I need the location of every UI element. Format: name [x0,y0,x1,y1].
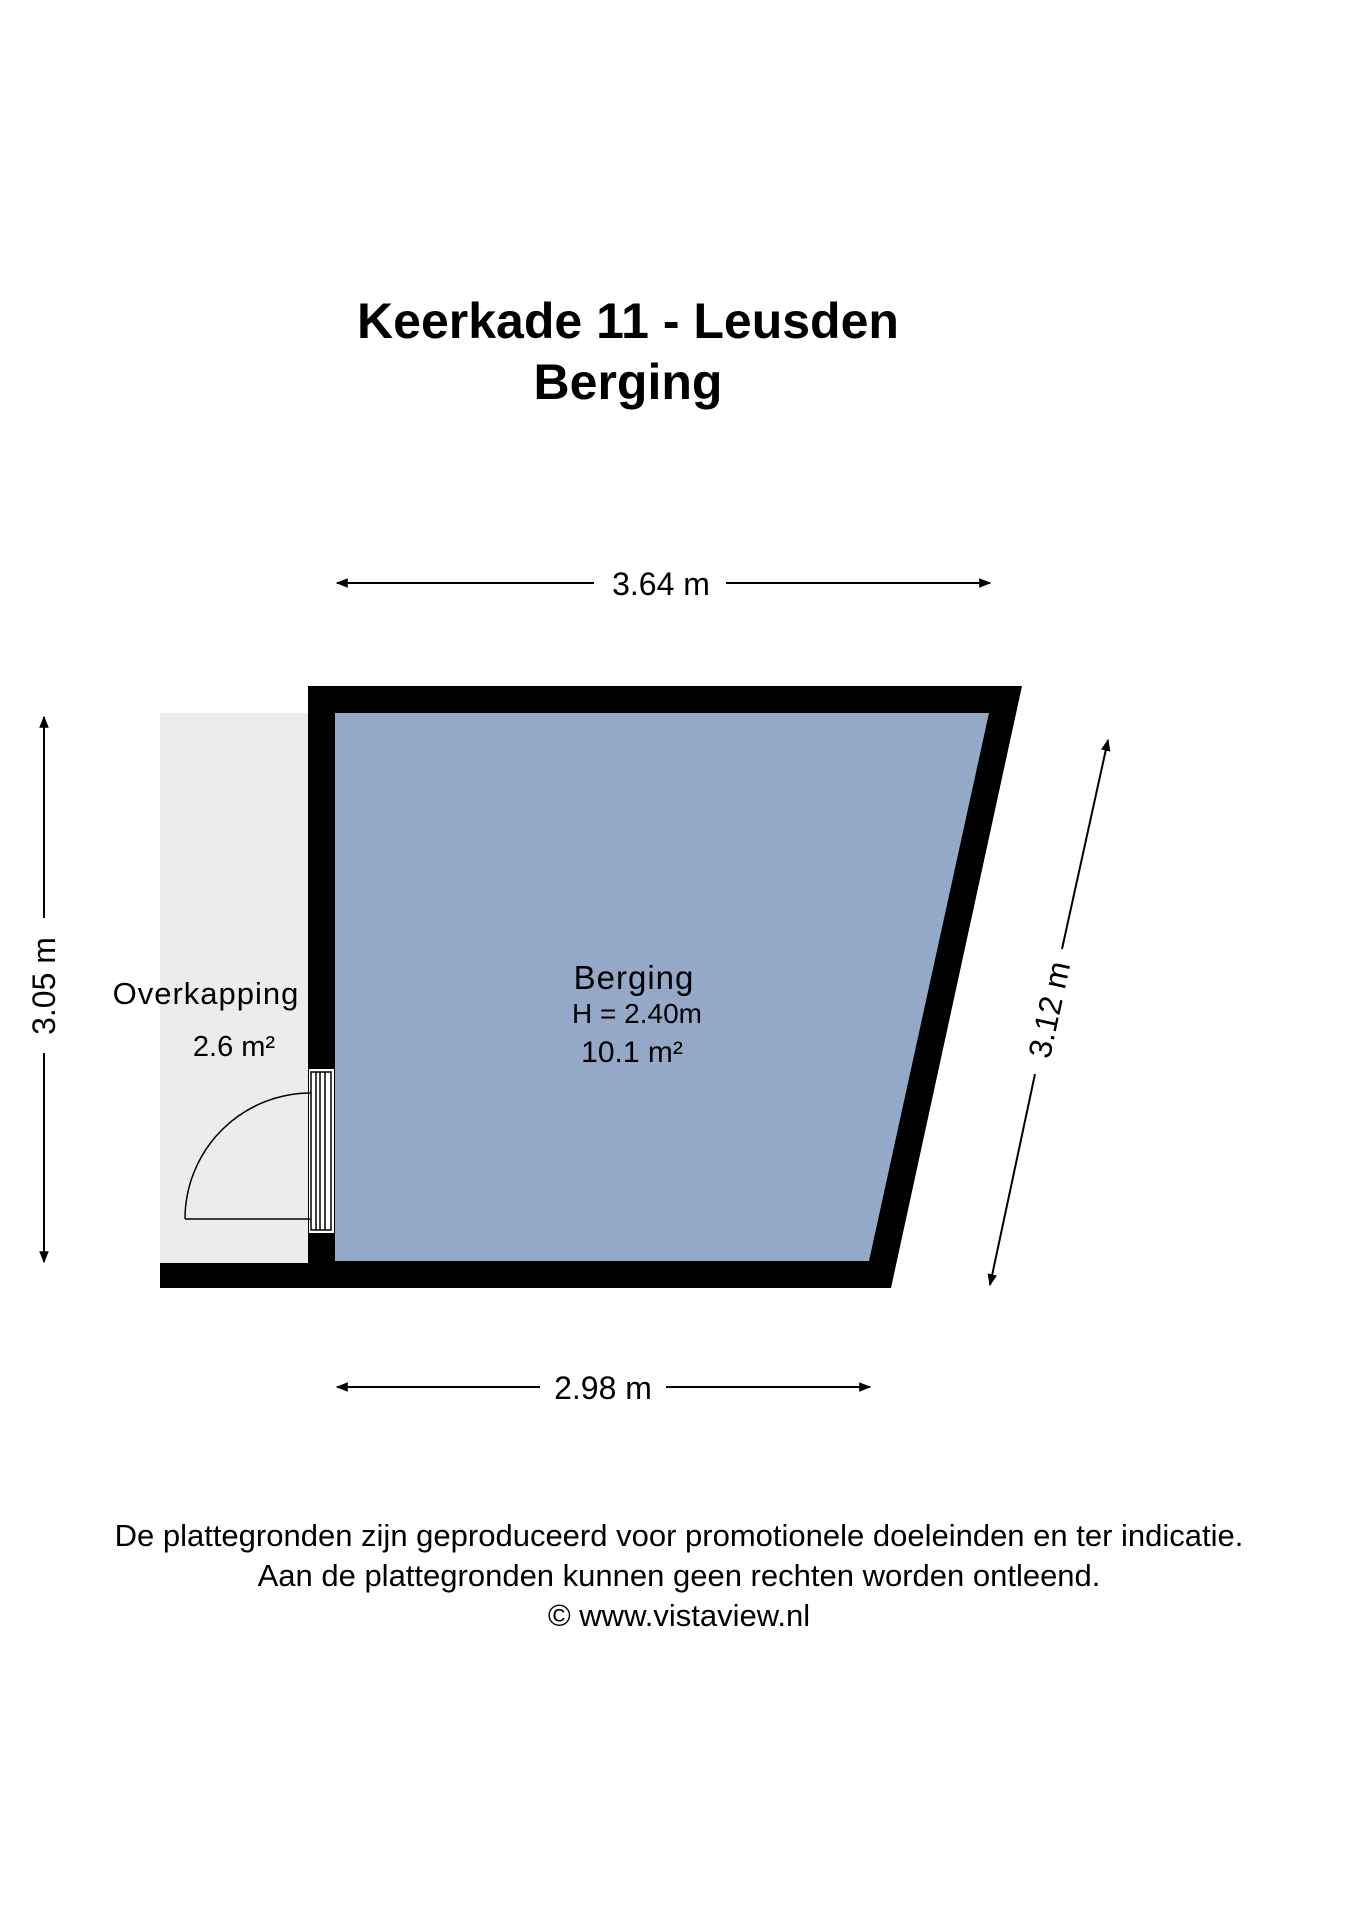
copyright-line: © www.vistaview.nl [547,1598,811,1633]
dimension-right-arrow-down [990,1074,1035,1285]
plan-title: Keerkade 11 - Leusden [357,293,899,349]
dimension-right-label: 3.12 m [1021,958,1078,1062]
room-area-overkapping: 2.6 m² [192,1031,276,1063]
dimension-top-label: 3.64 m [612,566,710,602]
floor-title: Berging [533,354,723,410]
dimension-left [26,717,62,1262]
room-label-berging: Berging [573,959,695,996]
room-area-berging: 10.1 m² [581,1036,683,1069]
dimension-right [990,740,1108,1285]
dimension-right-arrow-up [1062,740,1108,949]
dimension-top [337,566,990,602]
dimension-left-label: 3.05 m [26,937,62,1035]
dimension-bottom [337,1370,870,1406]
disclaimer-line-2: Aan de plattegronden kunnen geen rechten worden ontleend. [257,1558,1101,1593]
room-label-overkapping: Overkapping [112,976,300,1011]
disclaimer-line-1: De plattegronden zijn geproduceerd voor promotionele doeleinden en ter indicatie. [114,1518,1244,1553]
overkapping-bottom-wall [160,1263,310,1288]
dimension-bottom-label: 2.98 m [554,1370,652,1406]
room-height-berging: H = 2.40m [572,998,702,1029]
